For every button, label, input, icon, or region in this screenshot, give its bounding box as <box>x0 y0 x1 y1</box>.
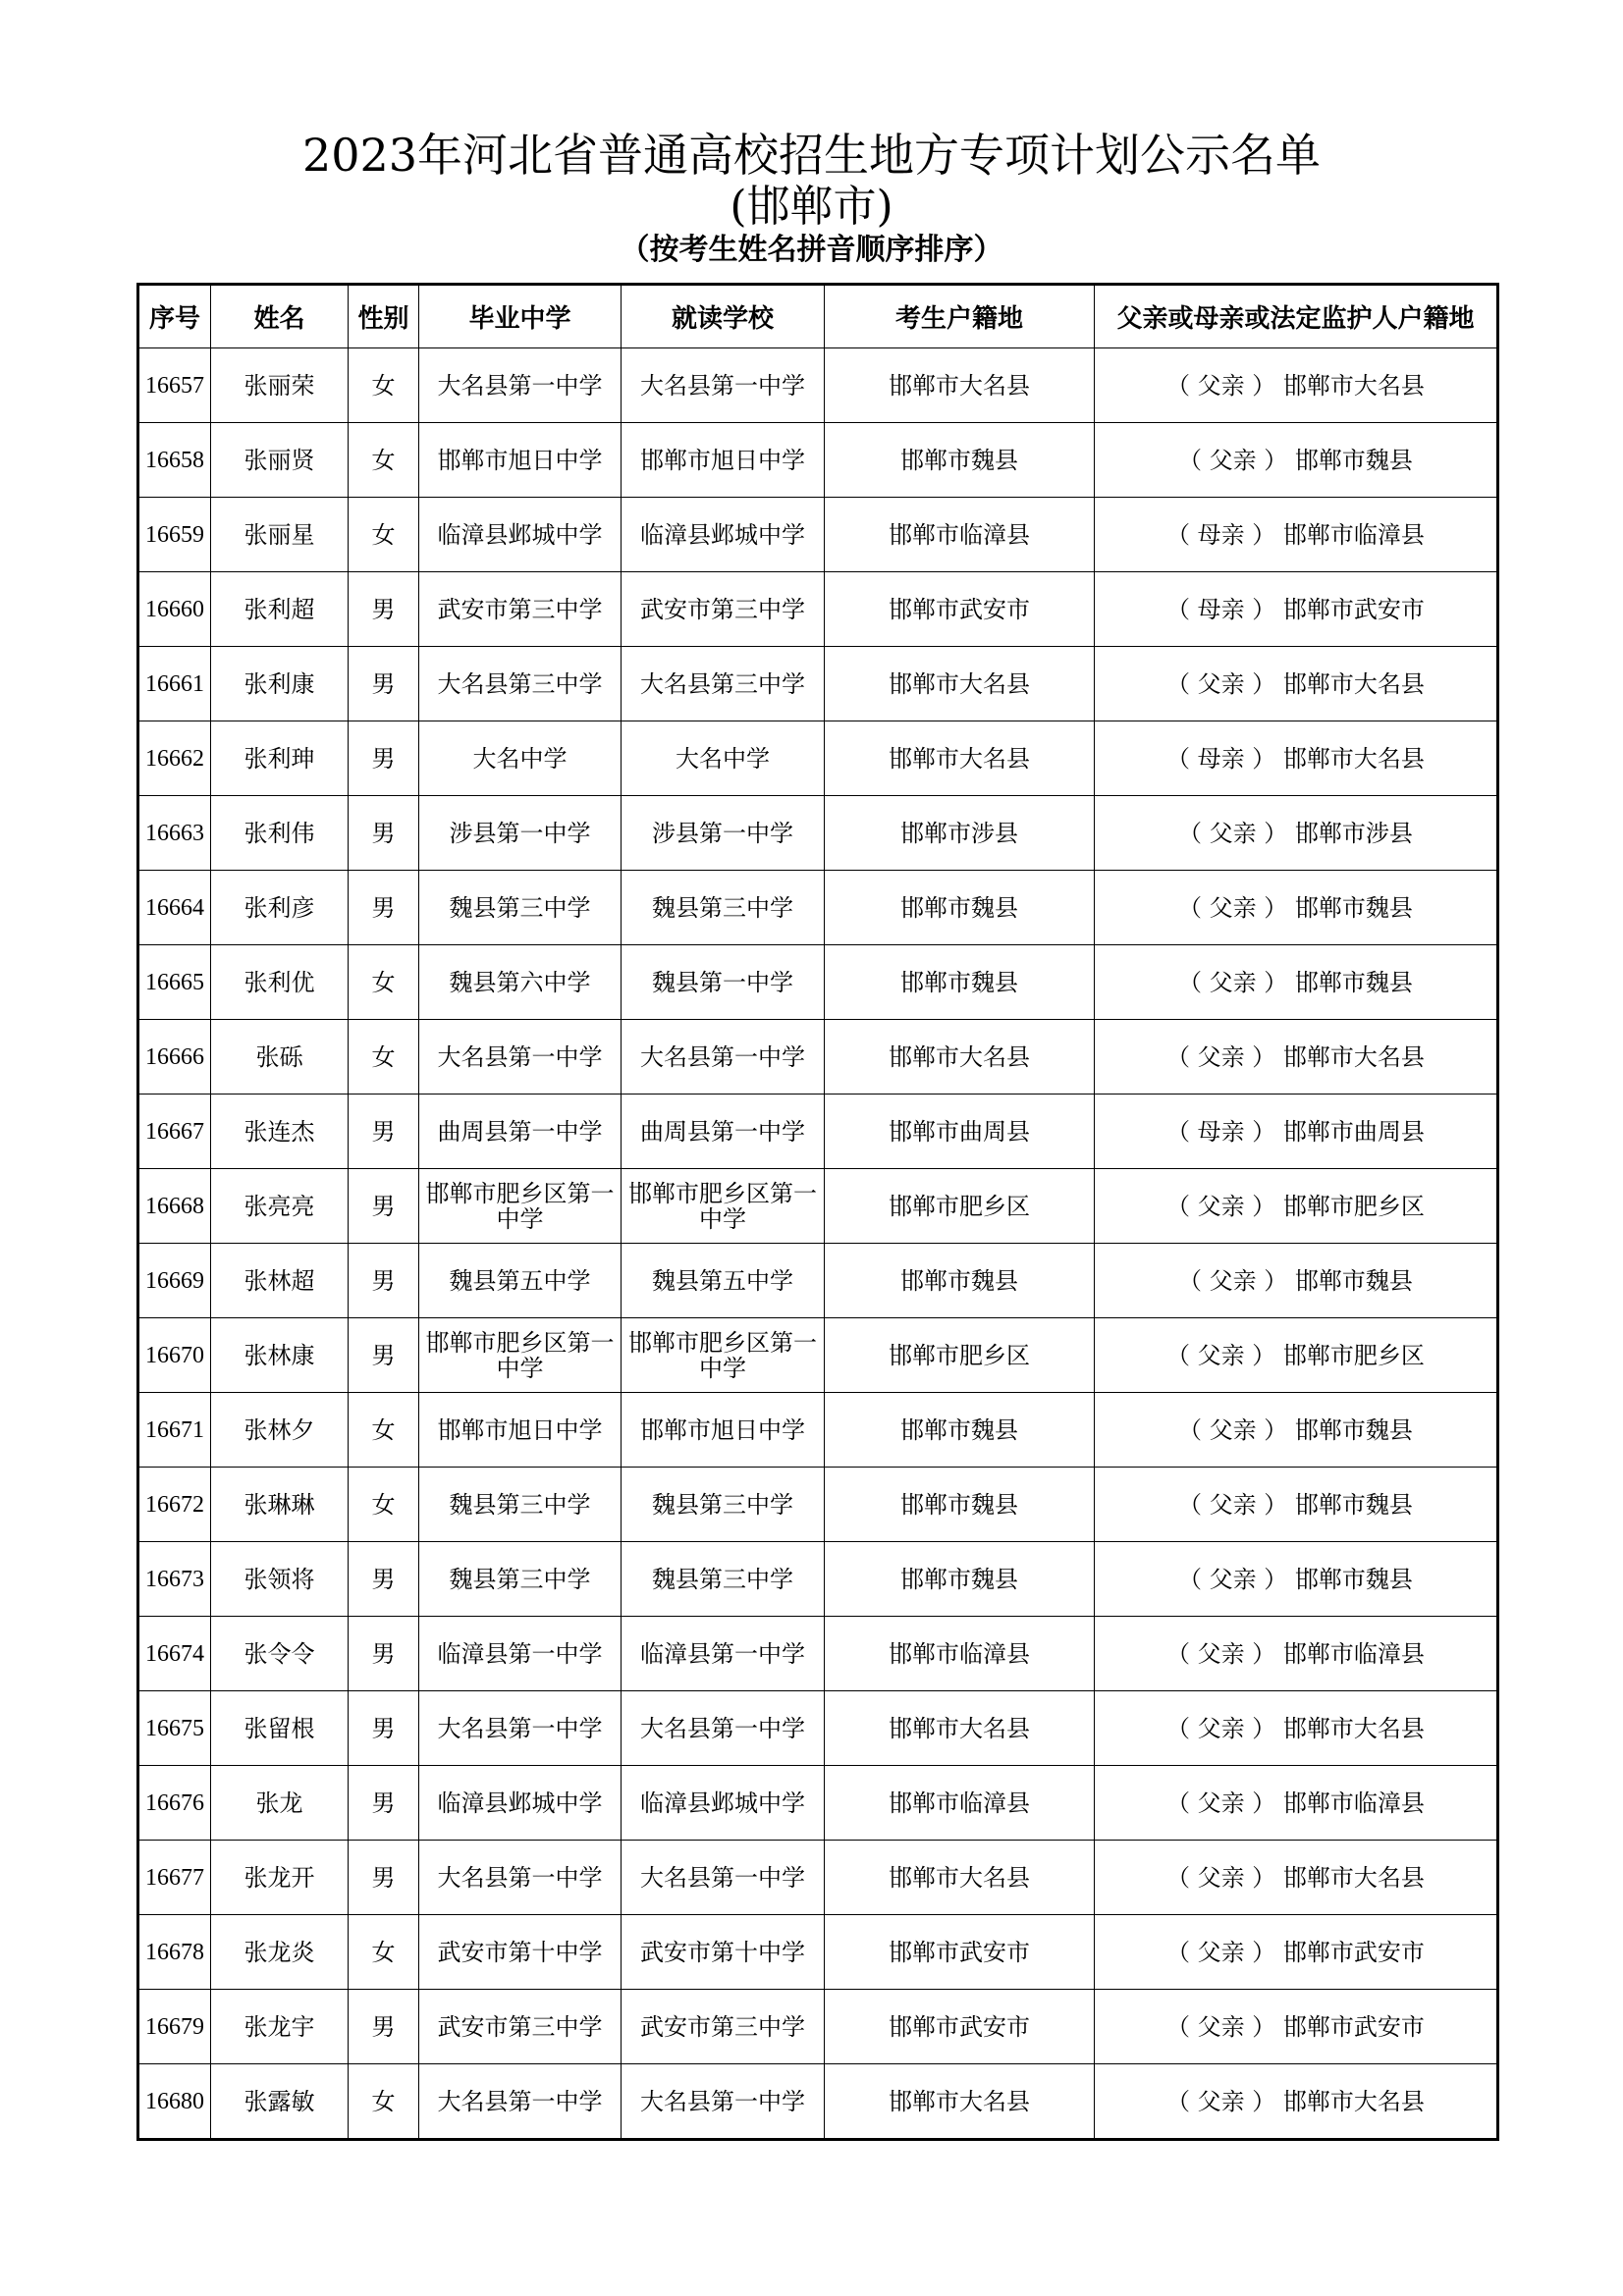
cell-gender: 男 <box>349 1766 419 1841</box>
cell-name: 张琳琳 <box>211 1468 349 1542</box>
cell-guardian-hukou: （ 父亲 ） 邯郸市肥乡区 <box>1095 1169 1498 1244</box>
document-title: 2023年河北省普通高校招生地方专项计划公示名单 <box>301 129 1322 182</box>
header-gender: 性别 <box>349 285 419 348</box>
cell-name: 张利伟 <box>211 796 349 871</box>
cell-grad-school: 临漳县邺城中学 <box>419 1766 622 1841</box>
cell-grad-school: 邯郸市旭日中学 <box>419 423 622 498</box>
cell-guardian-hukou: （ 父亲 ） 邯郸市魏县 <box>1095 871 1498 945</box>
cell-gender: 男 <box>349 1617 419 1691</box>
cell-gender: 女 <box>349 1020 419 1095</box>
cell-hukou: 邯郸市大名县 <box>825 1020 1095 1095</box>
cell-hukou: 邯郸市魏县 <box>825 945 1095 1020</box>
cell-name: 张利优 <box>211 945 349 1020</box>
table-body <box>138 348 1498 2140</box>
cell-seq: 16658 <box>138 423 211 498</box>
cell-guardian-hukou: （ 父亲 ） 邯郸市魏县 <box>1095 423 1498 498</box>
cell-name: 张利彦 <box>211 871 349 945</box>
cell-gender: 男 <box>349 796 419 871</box>
cell-guardian-hukou: （ 父亲 ） 邯郸市大名县 <box>1095 647 1498 721</box>
sort-note: （按考生姓名拼音顺序排序） <box>620 233 1003 267</box>
roster-table <box>136 283 1499 2141</box>
cell-hukou: 邯郸市临漳县 <box>825 1617 1095 1691</box>
cell-seq: 16669 <box>138 1244 211 1318</box>
cell-gender: 男 <box>349 1542 419 1617</box>
cell-gender: 男 <box>349 572 419 647</box>
cell-name: 张露敏 <box>211 2064 349 2140</box>
cell-name: 张龙 <box>211 1766 349 1841</box>
cell-guardian-hukou: （ 父亲 ） 邯郸市武安市 <box>1095 1915 1498 1990</box>
cell-name: 张林超 <box>211 1244 349 1318</box>
cell-guardian-hukou: （ 母亲 ） 邯郸市大名县 <box>1095 721 1498 796</box>
table-row <box>138 1244 1498 1318</box>
header-grad-school: 毕业中学 <box>419 285 622 348</box>
table-row <box>138 871 1498 945</box>
cell-hukou: 邯郸市曲周县 <box>825 1095 1095 1169</box>
cell-current-school: 魏县第三中学 <box>622 871 825 945</box>
cell-seq: 16660 <box>138 572 211 647</box>
header-hukou: 考生户籍地 <box>825 285 1095 348</box>
cell-seq: 16678 <box>138 1915 211 1990</box>
cell-seq: 16673 <box>138 1542 211 1617</box>
cell-name: 张令令 <box>211 1617 349 1691</box>
cell-current-school: 魏县第一中学 <box>622 945 825 1020</box>
cell-gender: 女 <box>349 945 419 1020</box>
header-guardian-hukou: 父亲或母亲或法定监护人户籍地 <box>1095 285 1498 348</box>
cell-grad-school: 大名县第一中学 <box>419 1020 622 1095</box>
cell-current-school: 邯郸市旭日中学 <box>622 1393 825 1468</box>
table-header <box>138 285 1498 348</box>
cell-name: 张利超 <box>211 572 349 647</box>
cell-seq: 16666 <box>138 1020 211 1095</box>
cell-guardian-hukou: （ 父亲 ） 邯郸市临漳县 <box>1095 1766 1498 1841</box>
cell-grad-school: 魏县第五中学 <box>419 1244 622 1318</box>
cell-current-school: 邯郸市肥乡区第一中学 <box>622 1169 825 1244</box>
cell-grad-school: 临漳县第一中学 <box>419 1617 622 1691</box>
table-row <box>138 1169 1498 1244</box>
table-row <box>138 1841 1498 1915</box>
cell-seq: 16672 <box>138 1468 211 1542</box>
cell-grad-school: 魏县第三中学 <box>419 871 622 945</box>
cell-current-school: 魏县第三中学 <box>622 1542 825 1617</box>
cell-guardian-hukou: （ 父亲 ） 邯郸市大名县 <box>1095 1841 1498 1915</box>
cell-hukou: 邯郸市涉县 <box>825 796 1095 871</box>
cell-seq: 16663 <box>138 796 211 871</box>
cell-hukou: 邯郸市大名县 <box>825 647 1095 721</box>
cell-seq: 16661 <box>138 647 211 721</box>
header-row <box>138 285 1498 348</box>
cell-grad-school: 邯郸市旭日中学 <box>419 1393 622 1468</box>
cell-gender: 女 <box>349 1393 419 1468</box>
cell-seq: 16677 <box>138 1841 211 1915</box>
cell-grad-school: 武安市第十中学 <box>419 1915 622 1990</box>
cell-seq: 16680 <box>138 2064 211 2140</box>
cell-seq: 16664 <box>138 871 211 945</box>
cell-hukou: 邯郸市肥乡区 <box>825 1318 1095 1393</box>
cell-hukou: 邯郸市临漳县 <box>825 498 1095 572</box>
cell-guardian-hukou: （ 父亲 ） 邯郸市大名县 <box>1095 348 1498 423</box>
table-row <box>138 498 1498 572</box>
table-row <box>138 1990 1498 2064</box>
cell-current-school: 临漳县第一中学 <box>622 1617 825 1691</box>
cell-grad-school: 武安市第三中学 <box>419 572 622 647</box>
cell-current-school: 临漳县邺城中学 <box>622 1766 825 1841</box>
table-row <box>138 423 1498 498</box>
cell-gender: 女 <box>349 1468 419 1542</box>
cell-current-school: 魏县第三中学 <box>622 1468 825 1542</box>
cell-grad-school: 大名县第一中学 <box>419 1691 622 1766</box>
cell-current-school: 武安市第三中学 <box>622 572 825 647</box>
cell-current-school: 邯郸市肥乡区第一中学 <box>622 1318 825 1393</box>
cell-name: 张丽星 <box>211 498 349 572</box>
cell-grad-school: 邯郸市肥乡区第一中学 <box>419 1169 622 1244</box>
cell-gender: 男 <box>349 1691 419 1766</box>
cell-seq: 16676 <box>138 1766 211 1841</box>
cell-seq: 16671 <box>138 1393 211 1468</box>
cell-gender: 女 <box>349 1915 419 1990</box>
table-row <box>138 796 1498 871</box>
cell-name: 张利康 <box>211 647 349 721</box>
cell-grad-school: 魏县第三中学 <box>419 1468 622 1542</box>
cell-guardian-hukou: （ 父亲 ） 邯郸市大名县 <box>1095 1691 1498 1766</box>
cell-current-school: 邯郸市旭日中学 <box>622 423 825 498</box>
table-row <box>138 1393 1498 1468</box>
cell-current-school: 曲周县第一中学 <box>622 1095 825 1169</box>
cell-current-school: 大名县第一中学 <box>622 1691 825 1766</box>
document-subtitle: (邯郸市) <box>730 182 893 232</box>
header-current-school: 就读学校 <box>622 285 825 348</box>
cell-hukou: 邯郸市武安市 <box>825 572 1095 647</box>
cell-hukou: 邯郸市魏县 <box>825 423 1095 498</box>
table-row <box>138 1691 1498 1766</box>
cell-guardian-hukou: （ 父亲 ） 邯郸市肥乡区 <box>1095 1318 1498 1393</box>
cell-name: 张利珅 <box>211 721 349 796</box>
cell-grad-school: 临漳县邺城中学 <box>419 498 622 572</box>
cell-current-school: 大名县第一中学 <box>622 348 825 423</box>
cell-name: 张领将 <box>211 1542 349 1617</box>
table-row <box>138 1020 1498 1095</box>
cell-gender: 女 <box>349 2064 419 2140</box>
cell-hukou: 邯郸市魏县 <box>825 1542 1095 1617</box>
cell-seq: 16657 <box>138 348 211 423</box>
cell-gender: 女 <box>349 423 419 498</box>
table-row <box>138 721 1498 796</box>
cell-seq: 16679 <box>138 1990 211 2064</box>
cell-guardian-hukou: （ 父亲 ） 邯郸市魏县 <box>1095 1468 1498 1542</box>
cell-gender: 男 <box>349 871 419 945</box>
cell-gender: 女 <box>349 498 419 572</box>
cell-gender: 男 <box>349 1095 419 1169</box>
cell-name: 张连杰 <box>211 1095 349 1169</box>
cell-guardian-hukou: （ 父亲 ） 邯郸市魏县 <box>1095 1542 1498 1617</box>
cell-guardian-hukou: （ 母亲 ） 邯郸市临漳县 <box>1095 498 1498 572</box>
cell-hukou: 邯郸市大名县 <box>825 1691 1095 1766</box>
cell-grad-school: 曲周县第一中学 <box>419 1095 622 1169</box>
cell-name: 张龙开 <box>211 1841 349 1915</box>
cell-name: 张丽荣 <box>211 348 349 423</box>
cell-guardian-hukou: （ 母亲 ） 邯郸市武安市 <box>1095 572 1498 647</box>
cell-hukou: 邯郸市大名县 <box>825 2064 1095 2140</box>
cell-grad-school: 魏县第三中学 <box>419 1542 622 1617</box>
cell-hukou: 邯郸市武安市 <box>825 1990 1095 2064</box>
cell-name: 张龙炎 <box>211 1915 349 1990</box>
cell-guardian-hukou: （ 父亲 ） 邯郸市武安市 <box>1095 1990 1498 2064</box>
cell-grad-school: 武安市第三中学 <box>419 1990 622 2064</box>
cell-seq: 16662 <box>138 721 211 796</box>
header-name: 姓名 <box>211 285 349 348</box>
cell-hukou: 邯郸市临漳县 <box>825 1766 1095 1841</box>
cell-grad-school: 大名县第一中学 <box>419 348 622 423</box>
cell-grad-school: 邯郸市肥乡区第一中学 <box>419 1318 622 1393</box>
cell-seq: 16665 <box>138 945 211 1020</box>
cell-hukou: 邯郸市大名县 <box>825 721 1095 796</box>
cell-guardian-hukou: （ 父亲 ） 邯郸市涉县 <box>1095 796 1498 871</box>
cell-name: 张林康 <box>211 1318 349 1393</box>
cell-gender: 男 <box>349 1841 419 1915</box>
table-row <box>138 2064 1498 2140</box>
cell-gender: 男 <box>349 1169 419 1244</box>
cell-guardian-hukou: （ 父亲 ） 邯郸市大名县 <box>1095 2064 1498 2140</box>
cell-grad-school: 大名县第一中学 <box>419 2064 622 2140</box>
cell-guardian-hukou: （ 父亲 ） 邯郸市魏县 <box>1095 1244 1498 1318</box>
cell-hukou: 邯郸市魏县 <box>825 871 1095 945</box>
table-row <box>138 572 1498 647</box>
cell-seq: 16668 <box>138 1169 211 1244</box>
table-row <box>138 1915 1498 1990</box>
cell-hukou: 邯郸市大名县 <box>825 348 1095 423</box>
cell-name: 张留根 <box>211 1691 349 1766</box>
cell-name: 张亮亮 <box>211 1169 349 1244</box>
table-row <box>138 1318 1498 1393</box>
table-row <box>138 1766 1498 1841</box>
cell-guardian-hukou: （ 父亲 ） 邯郸市魏县 <box>1095 1393 1498 1468</box>
cell-hukou: 邯郸市武安市 <box>825 1915 1095 1990</box>
table-row <box>138 1617 1498 1691</box>
cell-current-school: 武安市第三中学 <box>622 1990 825 2064</box>
table-row <box>138 1542 1498 1617</box>
cell-hukou: 邯郸市大名县 <box>825 1841 1095 1915</box>
table-row <box>138 945 1498 1020</box>
cell-grad-school: 大名县第三中学 <box>419 647 622 721</box>
cell-gender: 男 <box>349 721 419 796</box>
cell-seq: 16670 <box>138 1318 211 1393</box>
cell-guardian-hukou: （ 母亲 ） 邯郸市曲周县 <box>1095 1095 1498 1169</box>
cell-current-school: 大名县第一中学 <box>622 1020 825 1095</box>
cell-name: 张林夕 <box>211 1393 349 1468</box>
cell-guardian-hukou: （ 父亲 ） 邯郸市临漳县 <box>1095 1617 1498 1691</box>
cell-guardian-hukou: （ 父亲 ） 邯郸市大名县 <box>1095 1020 1498 1095</box>
cell-name: 张丽贤 <box>211 423 349 498</box>
table-row <box>138 348 1498 423</box>
cell-current-school: 临漳县邺城中学 <box>622 498 825 572</box>
cell-grad-school: 大名县第一中学 <box>419 1841 622 1915</box>
table-row <box>138 1468 1498 1542</box>
cell-name: 张砾 <box>211 1020 349 1095</box>
cell-hukou: 邯郸市魏县 <box>825 1244 1095 1318</box>
cell-seq: 16667 <box>138 1095 211 1169</box>
cell-gender: 男 <box>349 647 419 721</box>
cell-name: 张龙宇 <box>211 1990 349 2064</box>
cell-hukou: 邯郸市肥乡区 <box>825 1169 1095 1244</box>
header-seq: 序号 <box>138 285 211 348</box>
cell-grad-school: 涉县第一中学 <box>419 796 622 871</box>
cell-seq: 16659 <box>138 498 211 572</box>
cell-guardian-hukou: （ 父亲 ） 邯郸市魏县 <box>1095 945 1498 1020</box>
cell-current-school: 大名县第一中学 <box>622 2064 825 2140</box>
table-row <box>138 1095 1498 1169</box>
cell-gender: 男 <box>349 1318 419 1393</box>
cell-current-school: 武安市第十中学 <box>622 1915 825 1990</box>
cell-seq: 16674 <box>138 1617 211 1691</box>
cell-grad-school: 魏县第六中学 <box>419 945 622 1020</box>
cell-current-school: 魏县第五中学 <box>622 1244 825 1318</box>
cell-current-school: 大名县第三中学 <box>622 647 825 721</box>
cell-seq: 16675 <box>138 1691 211 1766</box>
cell-hukou: 邯郸市魏县 <box>825 1393 1095 1468</box>
cell-gender: 女 <box>349 348 419 423</box>
cell-current-school: 涉县第一中学 <box>622 796 825 871</box>
cell-current-school: 大名县第一中学 <box>622 1841 825 1915</box>
cell-current-school: 大名中学 <box>622 721 825 796</box>
cell-gender: 男 <box>349 1244 419 1318</box>
cell-gender: 男 <box>349 1990 419 2064</box>
cell-grad-school: 大名中学 <box>419 721 622 796</box>
table-row <box>138 647 1498 721</box>
cell-hukou: 邯郸市魏县 <box>825 1468 1095 1542</box>
